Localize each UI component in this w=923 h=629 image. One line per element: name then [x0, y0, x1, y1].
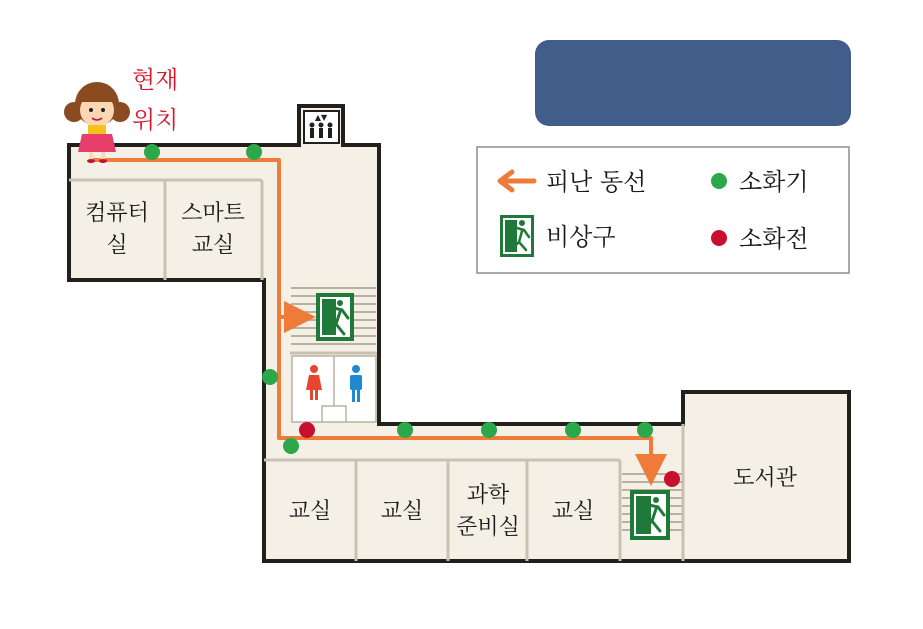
- current-location-label-line2: 위치: [132, 106, 179, 134]
- room-label-classroom-1: 교실: [288, 499, 332, 524]
- fire-extinguisher-legend-icon: [711, 173, 727, 189]
- room-label-computer: 컴퓨터: [85, 201, 149, 226]
- legend-fire-extinguisher-label: 소화기: [739, 168, 809, 196]
- room-label-library: 도서관: [733, 466, 797, 491]
- room-label-smart-classroom: 스마트: [181, 201, 245, 226]
- emergency-exit-legend-icon: [500, 215, 534, 257]
- legend-fire-hydrant-label: 소화전: [739, 225, 809, 253]
- room-label-computer-line2: 실: [106, 233, 128, 258]
- fire-extinguisher-icon: [565, 422, 581, 438]
- fire-extinguisher-icon: [246, 144, 262, 160]
- fire-extinguisher-icon: [283, 438, 299, 454]
- fire-hydrant-icon: [664, 471, 680, 487]
- legend-emergency-exit-label: 비상구: [546, 223, 616, 251]
- room-label-classroom-2: 교실: [380, 499, 424, 524]
- legend-evacuation-route-label: 피난 동선: [546, 168, 647, 196]
- room-label-smart-classroom-line2: 교실: [191, 233, 235, 258]
- legend: [477, 147, 849, 273]
- elevator-icon: [304, 111, 339, 143]
- emergency-exit-icon: [316, 293, 354, 341]
- fire-extinguisher-icon: [481, 422, 497, 438]
- room-label-science-prep: 과학: [466, 483, 510, 508]
- room-label-classroom-3: 교실: [551, 499, 595, 524]
- restroom: [292, 356, 376, 422]
- current-location-label: 현재: [132, 66, 179, 94]
- emergency-exit-icon: [630, 490, 670, 540]
- fire-hydrant-icon: [299, 422, 315, 438]
- fire-extinguisher-icon: [262, 369, 278, 385]
- fire-extinguisher-icon: [144, 144, 160, 160]
- svg-text:▲▼: ▲▼: [314, 113, 328, 122]
- fire-extinguisher-icon: [637, 422, 653, 438]
- title-banner: [535, 40, 851, 126]
- room-label-science-prep-line2: 준비실: [456, 515, 520, 540]
- fire-extinguisher-icon: [397, 422, 413, 438]
- fire-hydrant-legend-icon: [711, 230, 727, 246]
